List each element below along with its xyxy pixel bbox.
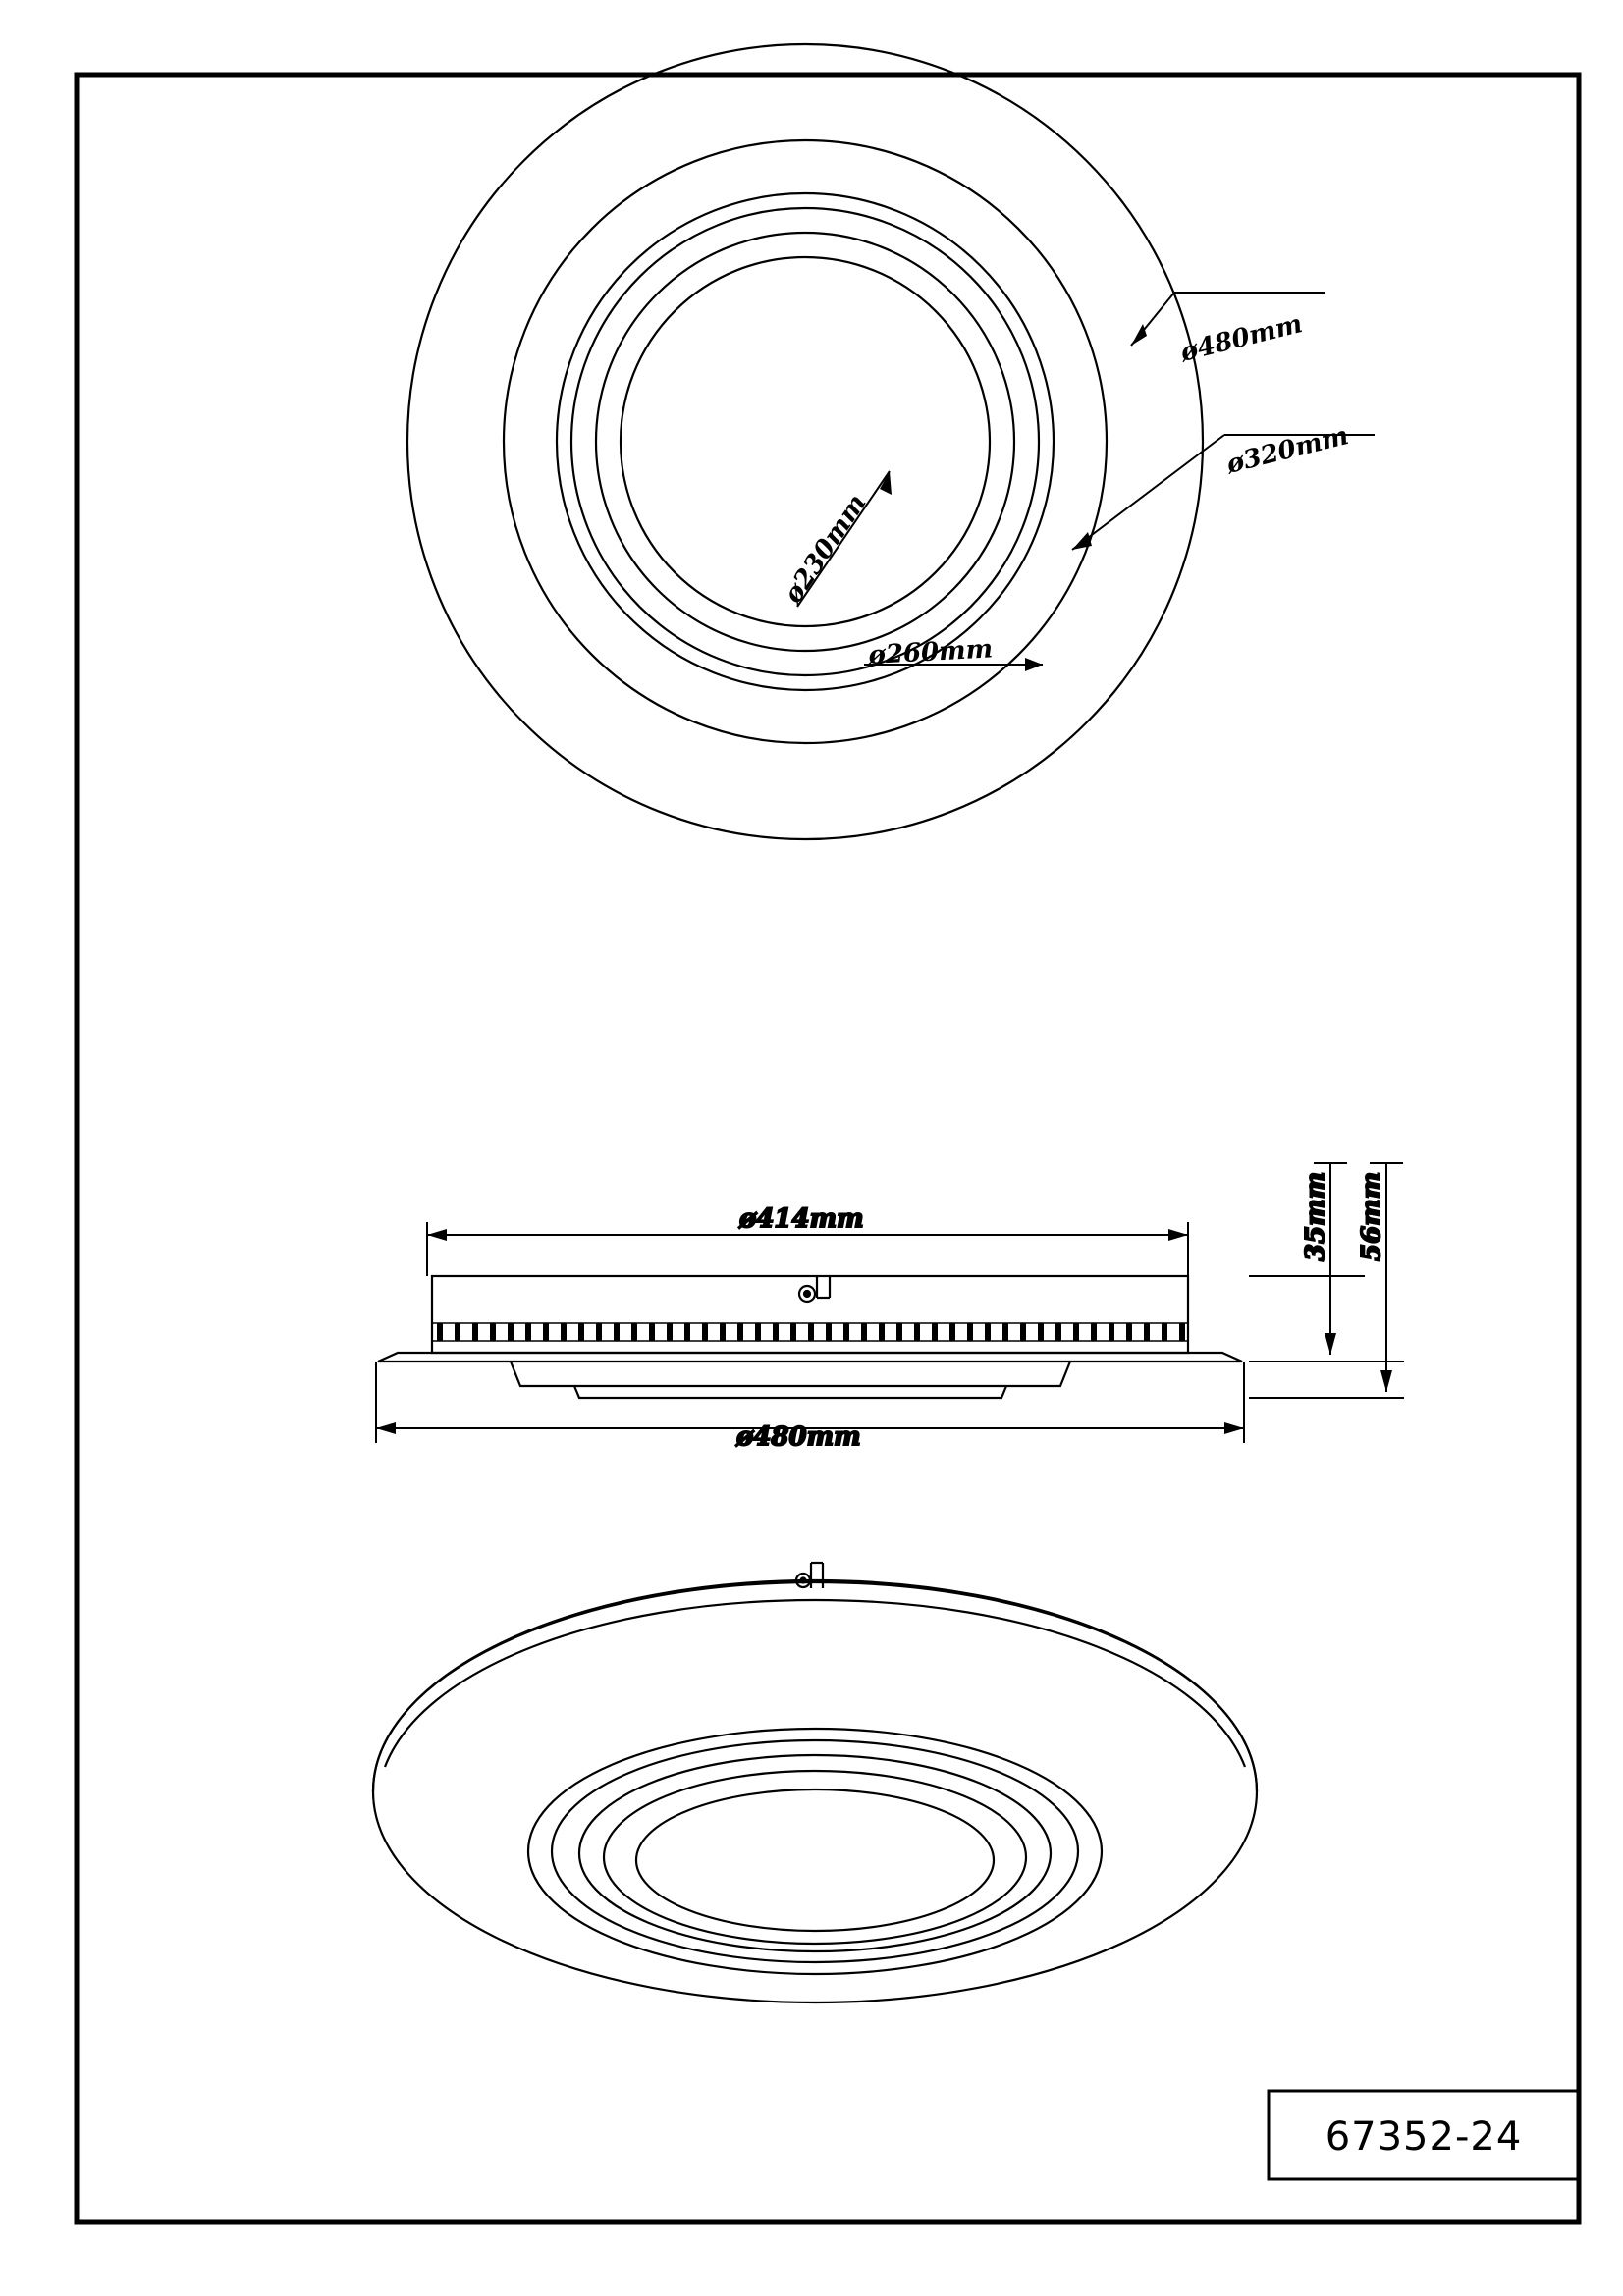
dimension-label-320: ø320mm bbox=[1223, 421, 1352, 480]
title-block bbox=[1269, 2091, 1579, 2179]
top-view-ring-circle-2 bbox=[557, 193, 1054, 690]
dimension-heights bbox=[1249, 1163, 1404, 1398]
dimension-480-side bbox=[376, 1362, 1244, 1452]
side-view-base-plate bbox=[378, 1353, 1242, 1362]
iso-outer-ellipse bbox=[373, 1580, 1257, 2002]
iso-ring-1 bbox=[528, 1729, 1102, 1974]
side-view-perforation-ticks bbox=[440, 1323, 1182, 1341]
dimension-label-35: 35mm bbox=[1301, 1171, 1330, 1261]
isometric-view bbox=[373, 1563, 1257, 2002]
iso-ring-2 bbox=[552, 1740, 1078, 1962]
dimension-label-260: ø260mm bbox=[867, 634, 994, 670]
top-view-outer-circle bbox=[407, 44, 1203, 839]
iso-mount-bracket bbox=[796, 1563, 823, 1588]
top-view-dimension-annotations bbox=[797, 293, 1375, 671]
side-view-mount-bracket bbox=[799, 1276, 830, 1302]
iso-ring-3 bbox=[579, 1755, 1051, 1951]
dimension-label-480-side: ø480mm bbox=[736, 1422, 861, 1452]
dimension-label-414: ø414mm bbox=[739, 1204, 864, 1234]
iso-rim-top-arc bbox=[373, 1582, 1257, 1791]
top-view-ring-circle-1 bbox=[504, 140, 1107, 743]
dimension-label-230: ø230mm bbox=[778, 489, 873, 609]
side-view bbox=[378, 1276, 1242, 1398]
top-view bbox=[407, 44, 1203, 839]
dimension-label-56: 56mm bbox=[1357, 1171, 1386, 1261]
iso-rim-inner-arc bbox=[385, 1600, 1245, 1767]
side-view-diffuser-outline bbox=[511, 1362, 1070, 1386]
dimension-label-480: ø480mm bbox=[1177, 309, 1306, 368]
sheet-border bbox=[77, 75, 1579, 2222]
side-view-diffuser-step bbox=[574, 1386, 1006, 1398]
dimension-414 bbox=[427, 1204, 1188, 1276]
iso-ring-4 bbox=[604, 1771, 1026, 1944]
part-number-label: 67352-24 bbox=[1325, 2114, 1523, 2160]
iso-inner-disc bbox=[636, 1789, 994, 1931]
